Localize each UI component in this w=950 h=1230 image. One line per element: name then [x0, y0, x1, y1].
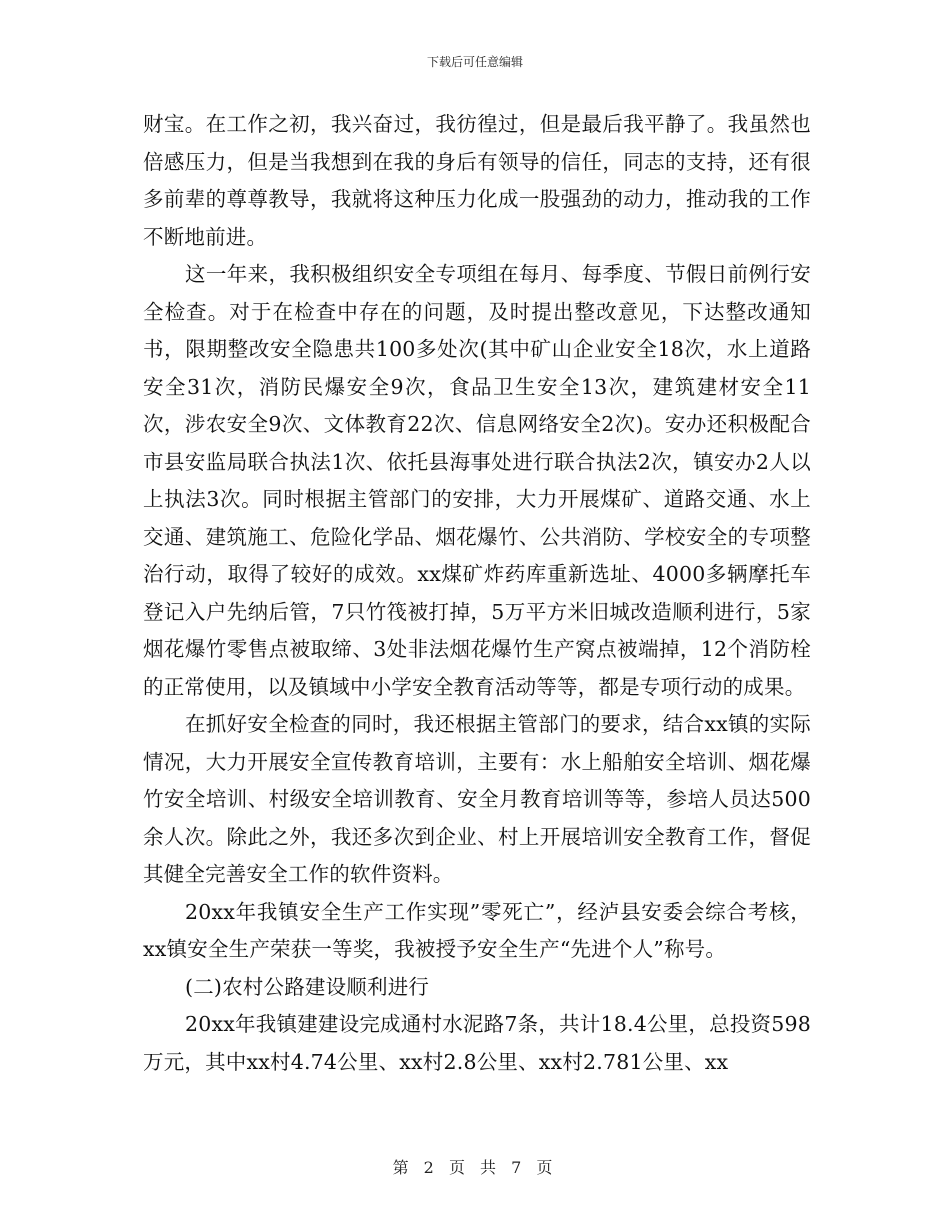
- section-heading: (二)农村公路建设顺利进行: [185, 974, 430, 999]
- paragraph-4: 20xx年我镇安全生产工作实现”零死亡”，经泸县安委会综合考核，xx镇安全生产荣获一等奖，我被授予安全生产“先进个人”称号。: [143, 899, 811, 961]
- paragraph-5: 20xx年我镇建建设完成通村水泥路7条，共计18.4公里，总投资598万元，其中xx村4.74公里、xx村2.8公里、xx村2.781公里、xx: [143, 1012, 811, 1074]
- page-header: 下载后可任意编辑: [426, 55, 523, 69]
- document-body: [143, 106, 811, 1081]
- paragraph-2: 这一年来，我积极组织安全专项组在每月、每季度、节假日前例行安全检查。对于在检查中存在的问题，及时提出整改意见，下达整改通知书，限期整改安全隐患共100多处次(其中矿山企业安全18次，水上道路安全31次，消防民爆安全9次，食品卫生安全13次，建筑建材安全11次，涉农安全9次、文体教育22次、信息网络安全2次)。安办还积极配合市县安监局联合执法1次、依托县海事处进行联合执法2次，镇安办2人以上执法3次。同时根据主管部门的安排，大力开展煤矿、道路交通、水上交通、建筑施工、危险化学品、烟花爆竹、公共消防、学校安全的专项整治行动，取得了较好的成效。xx煤矿炸药库重新选址、4000多辆摩托车登记入户先纳后管，7只竹筏被打掉，5万平方米旧城改造顺利进行，5家烟花爆竹零售点被取缔、3处非法烟花爆竹生产窝点被端掉，12个消防栓的正常使用，以及镇域中小学安全教育活动等等，都是专项行动的成果。: [143, 262, 811, 699]
- paragraph-1: 财宝。在工作之初，我兴奋过，我彷徨过，但是最后我平静了。我虽然也倍感压力，但是当我想到在我的身后有领导的信任，同志的支持，还有很多前辈的尊尊教导，我就将这种压力化成一股强劲的动力，推动我的工作不断地前进。: [143, 112, 811, 249]
- paragraph-3: 在抓好安全检查的同时，我还根据主管部门的要求，结合xx镇的实际情况，大力开展安全宣传教育培训，主要有：水上船舶安全培训、烟花爆竹安全培训、村级安全培训教育、安全月教育培训等等，参培人员达500余人次。除此之外，我还多次到企业、村上开展培训安全教育工作，督促其健全完善安全工作的软件资料。: [143, 712, 811, 886]
- page-number: 第 2 页 共 7 页: [392, 1158, 558, 1177]
